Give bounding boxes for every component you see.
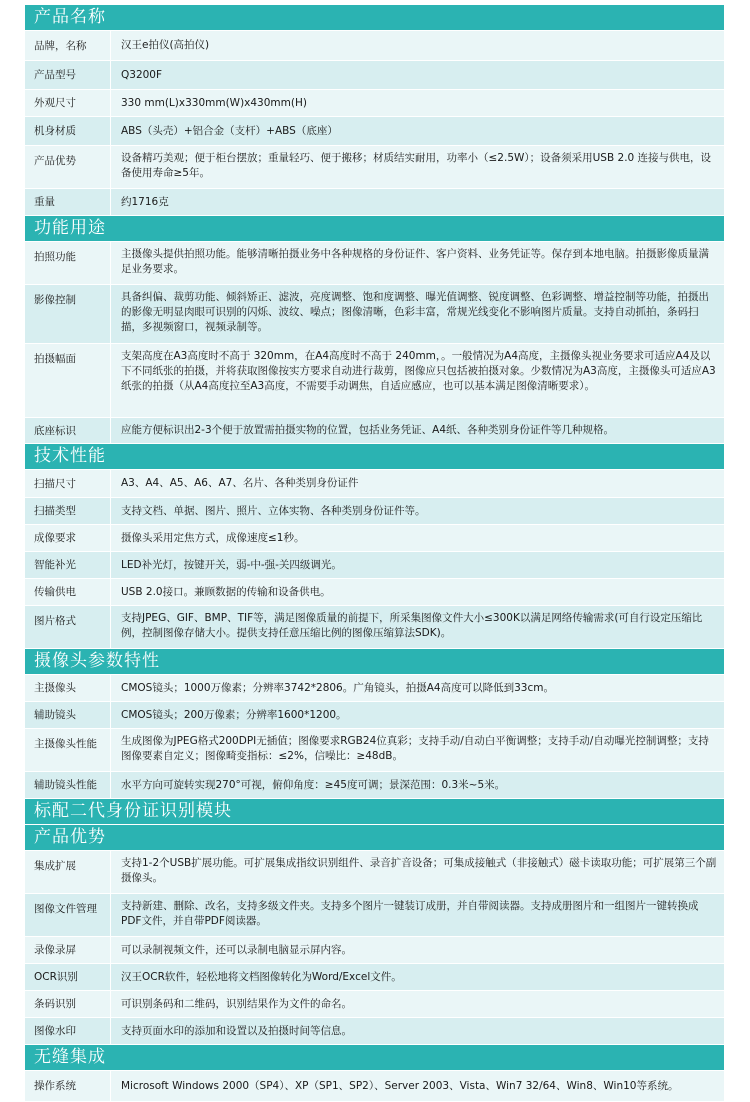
spec-row xyxy=(25,729,724,772)
section-header: 产品优势 xyxy=(25,825,724,851)
spec-row xyxy=(25,525,724,552)
spec-value: USB 2.0接口。兼顾数据的传输和设备供电。 xyxy=(111,579,724,605)
spec-row xyxy=(25,1071,724,1102)
spec-value: 330 mm(L)x330mm(W)x430mm(H) xyxy=(111,90,724,116)
spec-value: 支持1-2个USB扩展功能。可扩展集成指纹识别组件、录音扩音设备；可集成接触式（非接触式）磁卡读取功能；可扩展第三个副摄像头。 xyxy=(111,851,724,893)
spec-label: 扫描尺寸 xyxy=(25,470,111,497)
spec-label: 集成扩展 xyxy=(25,851,111,893)
spec-row xyxy=(25,606,724,649)
spec-label: 机身材质 xyxy=(25,117,111,145)
spec-row xyxy=(25,498,724,525)
spec-value: 生成图像为JPEG格式200DPI无插值；图像要求RGB24位真彩；支持手动/自动白平衡调整；支持手动/自动曝光控制调整；支持图像要素自定义；图像畸变指标：≤2%，信噪比：≥48dB。 xyxy=(111,729,724,771)
spec-row xyxy=(25,1018,724,1045)
spec-row xyxy=(25,344,724,418)
spec-value: Microsoft Windows 2000（SP4）、XP（SP1、SP2）、Server 2003、Vista、Win7 32/64、Win8、Win10等系统。 xyxy=(111,1071,724,1101)
spec-label: 产品优势 xyxy=(25,146,111,188)
spec-label: 智能补光 xyxy=(25,552,111,578)
section-header: 摄像头参数特性 xyxy=(25,649,724,675)
spec-value: 支持页面水印的添加和设置以及拍摄时间等信息。 xyxy=(111,1018,724,1044)
spec-row xyxy=(25,937,724,964)
spec-row xyxy=(25,90,724,117)
spec-label: 外观尺寸 xyxy=(25,90,111,116)
spec-row xyxy=(25,418,724,444)
spec-label: 图像水印 xyxy=(25,1018,111,1044)
spec-row xyxy=(25,146,724,189)
spec-label: 拍照功能 xyxy=(25,242,111,284)
spec-row xyxy=(25,552,724,579)
spec-value: 支持文档、单据、图片、照片、立体实物、各种类别身份证件等。 xyxy=(111,498,724,524)
section-header: 技术性能 xyxy=(25,444,724,470)
spec-row xyxy=(25,579,724,606)
spec-value: LED补光灯，按键开关，弱-中-强-关四级调光。 xyxy=(111,552,724,578)
spec-row xyxy=(25,285,724,344)
spec-value: 应能方便标识出2-3个便于放置需拍摄实物的位置，包括业务凭证、A4纸、各种类别身份证件等几种规格。 xyxy=(111,418,724,443)
spec-label: 重量 xyxy=(25,189,111,215)
spec-sheet xyxy=(25,5,724,1102)
spec-row xyxy=(25,31,724,61)
spec-value: Q3200F xyxy=(111,61,724,89)
spec-label: 条码识别 xyxy=(25,991,111,1017)
spec-label: 扫描类型 xyxy=(25,498,111,524)
spec-value: ABS（头壳）+铝合金（支杆）+ABS（底座） xyxy=(111,117,724,145)
spec-value: 约1716克 xyxy=(111,189,724,215)
spec-label: OCR识别 xyxy=(25,964,111,990)
spec-value: 支持JPEG、GIF、BMP、TIF等，满足图像质量的前提下，所采集图像文件大小≤300K以满足网络传输需求(可自行设定压缩比例，控制图像存储大小。提供支持任意压缩比例的图像压缩算法SDK)。 xyxy=(111,606,724,648)
spec-label: 辅助镜头 xyxy=(25,702,111,728)
spec-row xyxy=(25,675,724,702)
spec-value: 具备纠偏、裁剪功能、倾斜矫正、滤波，亮度调整、饱和度调整、曝光值调整、锐度调整、色彩调整、增益控制等功能，拍摄出的影像无明显肉眼可识别的闪烁、波纹、噪点；图像清晰，色彩丰富，常规光线变化不影响图片质量。支持自动抓拍，条码扫描，多视频窗口，视频录制等。 xyxy=(111,285,724,343)
spec-row xyxy=(25,702,724,729)
section-header: 标配二代身份证识别模块 xyxy=(25,799,724,825)
spec-label: 影像控制 xyxy=(25,285,111,343)
spec-row xyxy=(25,894,724,937)
spec-label: 主摄像头 xyxy=(25,675,111,701)
spec-value: 支架高度在A3高度时不高于 320mm，在A4高度时不高于 240mm，。一般情况为A4高度，主摄像头视业务要求可适应A4及以下不同纸张的拍摄，并将获取图像按实方要求自动进行裁剪，图像应只包括被拍摄对象。少数情况为A3高度，主摄像头可适应A3纸张的拍摄（从A4高度拉至A3高度，不需要手动调焦，自适应感应，也可以基本满足图像清晰要求）。 xyxy=(111,344,724,417)
spec-row xyxy=(25,242,724,285)
spec-row xyxy=(25,964,724,991)
spec-value: CMOS镜头；1000万像素；分辨率3742*2806。广角镜头，拍摄A4高度可以降低到33cm。 xyxy=(111,675,724,701)
spec-label: 图片格式 xyxy=(25,606,111,648)
spec-label: 辅助镜头性能 xyxy=(25,772,111,798)
spec-label: 拍摄幅面 xyxy=(25,344,111,417)
spec-value: CMOS镜头；200万像素；分辨率1600*1200。 xyxy=(111,702,724,728)
spec-row xyxy=(25,772,724,799)
spec-label: 产品型号 xyxy=(25,61,111,89)
spec-label: 底座标识 xyxy=(25,418,111,443)
spec-row xyxy=(25,851,724,894)
spec-value: 支持新建、删除、改名，支持多级文件夹。支持多个图片一键装订成册，并自带阅读器。支持成册图片和一组图片一键转换成PDF文件，并自带PDF阅读器。 xyxy=(111,894,724,936)
spec-label: 品牌，名称 xyxy=(25,31,111,60)
spec-value: 主摄像头提供拍照功能。能够清晰拍摄业务中各种规格的身份证件、客户资料、业务凭证等。保存到本地电脑。拍摄影像质量满足业务要求。 xyxy=(111,242,724,284)
spec-value: 摄像头采用定焦方式，成像速度≤1秒。 xyxy=(111,525,724,551)
spec-value: 可识别条码和二维码，识别结果作为文件的命名。 xyxy=(111,991,724,1017)
spec-label: 录像录屏 xyxy=(25,937,111,963)
spec-value: 可以录制视频文件，还可以录制电脑显示屏内容。 xyxy=(111,937,724,963)
spec-label: 成像要求 xyxy=(25,525,111,551)
spec-row xyxy=(25,61,724,90)
spec-value: 水平方向可旋转实现270°可视，俯仰角度：≥45度可调；景深范围：0.3米~5米。 xyxy=(111,772,724,798)
spec-row xyxy=(25,117,724,146)
spec-value: 汉王OCR软件，轻松地将文档图像转化为Word/Excel文件。 xyxy=(111,964,724,990)
spec-value: 设备精巧美观；便于柜台摆放；重量轻巧、便于搬移；材质结实耐用，功率小（≤2.5W）；设备须采用USB 2.0 连接与供电，设备使用寿命≥5年。 xyxy=(111,146,724,188)
spec-label: 主摄像头性能 xyxy=(25,729,111,771)
section-header: 功能用途 xyxy=(25,216,724,242)
spec-label: 传输供电 xyxy=(25,579,111,605)
section-header: 无缝集成 xyxy=(25,1045,724,1071)
section-header: 产品名称 xyxy=(25,5,724,31)
spec-row xyxy=(25,470,724,498)
spec-value: A3、A4、A5、A6、A7、名片、各种类别身份证件 xyxy=(111,470,724,497)
spec-label: 图像文件管理 xyxy=(25,894,111,936)
spec-row xyxy=(25,991,724,1018)
spec-value: 汉王e拍仪(高拍仪) xyxy=(111,31,724,60)
spec-label: 操作系统 xyxy=(25,1071,111,1101)
spec-row xyxy=(25,189,724,216)
